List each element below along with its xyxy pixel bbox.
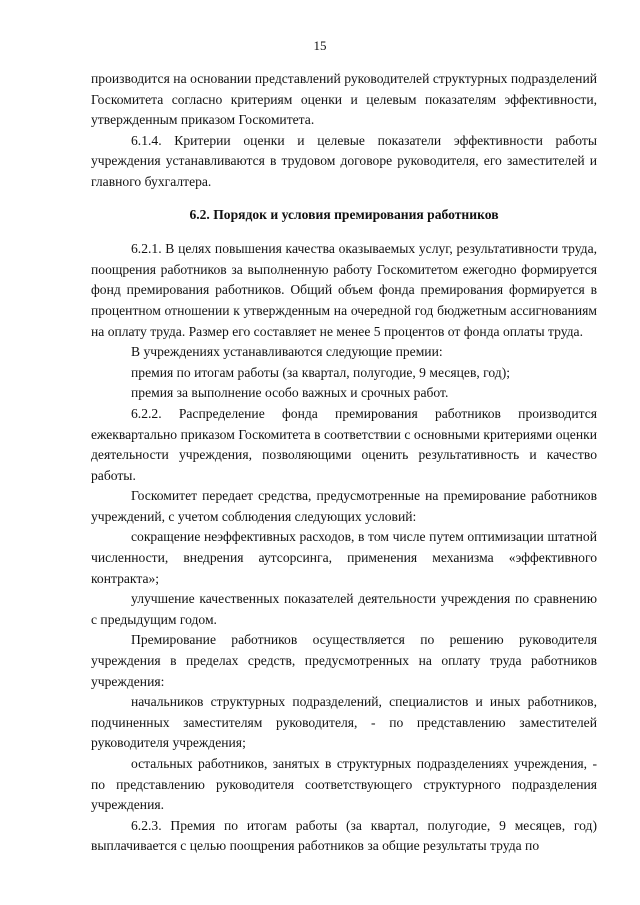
section-heading-6-2: 6.2. Порядок и условия премирования работников: [189, 206, 499, 222]
list-item-cost-reduction: сокращение неэффективных расходов, в том числе путем оптимизации штатной численности, внедрения аутсорсинга, применения механизма «эффективного контракта»;: [91, 529, 597, 586]
list-item-premium-results: премия по итогам работы (за квартал, полугодие, 9 месяцев, год);: [131, 364, 511, 380]
paragraph-6-2-3: 6.2.3. Премия по итогам работы (за квартал, полугодие, 9 месяцев, год) выплачивается с целью поощрения работников за общие результаты труда по: [91, 817, 597, 854]
paragraph-6-2-2: 6.2.2. Распределение фонда премирования работников производится ежеквартально приказом Госкомитета в соответствии с основными критериями оценки деятельности учреждения, позволяющими оценить результативность и качество работы.: [91, 405, 597, 483]
paragraph-premiums-intro: В учреждениях устанавливаются следующие премии:: [131, 344, 443, 360]
list-item-premium-urgent: премия за выполнение особо важных и срочных работ.: [131, 385, 449, 401]
paragraph-continuation: производится на основании представлений руководителей структурных подразделений Госкомитета согласно критериям оценки и целевым показателям эффективности, утвержденным приказом Госкомитета.: [91, 71, 597, 128]
document-body: [91, 69, 597, 857]
paragraph-6-1-4: 6.1.4. Критерии оценки и целевые показатели эффективности работы учреждения устанавливаются в трудовом договоре руководителя, его заместителей и главного бухгалтера.: [91, 132, 597, 189]
list-item-other-workers: остальных работников, занятых в структурных подразделениях учреждения, - по представлению руководителя соответствующего структурного подразделения учреждения.: [91, 756, 597, 813]
paragraph-funds-conditions: Госкомитет передает средства, предусмотренные на премирование работников учреждений, с учетом соблюдения следующих условий:: [91, 488, 597, 524]
list-item-department-heads: начальников структурных подразделений, специалистов и иных работников, подчиненных заместителям руководителя, - по представлению заместителей руководителя учреждения;: [91, 694, 597, 751]
paragraph-6-2-1: 6.2.1. В целях повышения качества оказываемых услуг, результативности труда, поощрения работников за выполненную работу Госкомитетом ежегодно формируется фонд премирования работников. Общий объем фонда премирования формируется в процентном отношении к утвержденным на очередной год бюджетным ассигнованиям на оплату труда. Размер его составляет не менее 5 процентов от фонда оплаты труда.: [91, 241, 597, 339]
page-number: 15: [313, 38, 327, 53]
paragraph-premium-decision: Премирование работников осуществляется по решению руководителя учреждения в пределах средств, предусмотренных на оплату труда работников учреждения:: [91, 632, 597, 689]
list-item-quality-improvement: улучшение качественных показателей деятельности учреждения по сравнению с предыдущим годом.: [91, 591, 597, 627]
